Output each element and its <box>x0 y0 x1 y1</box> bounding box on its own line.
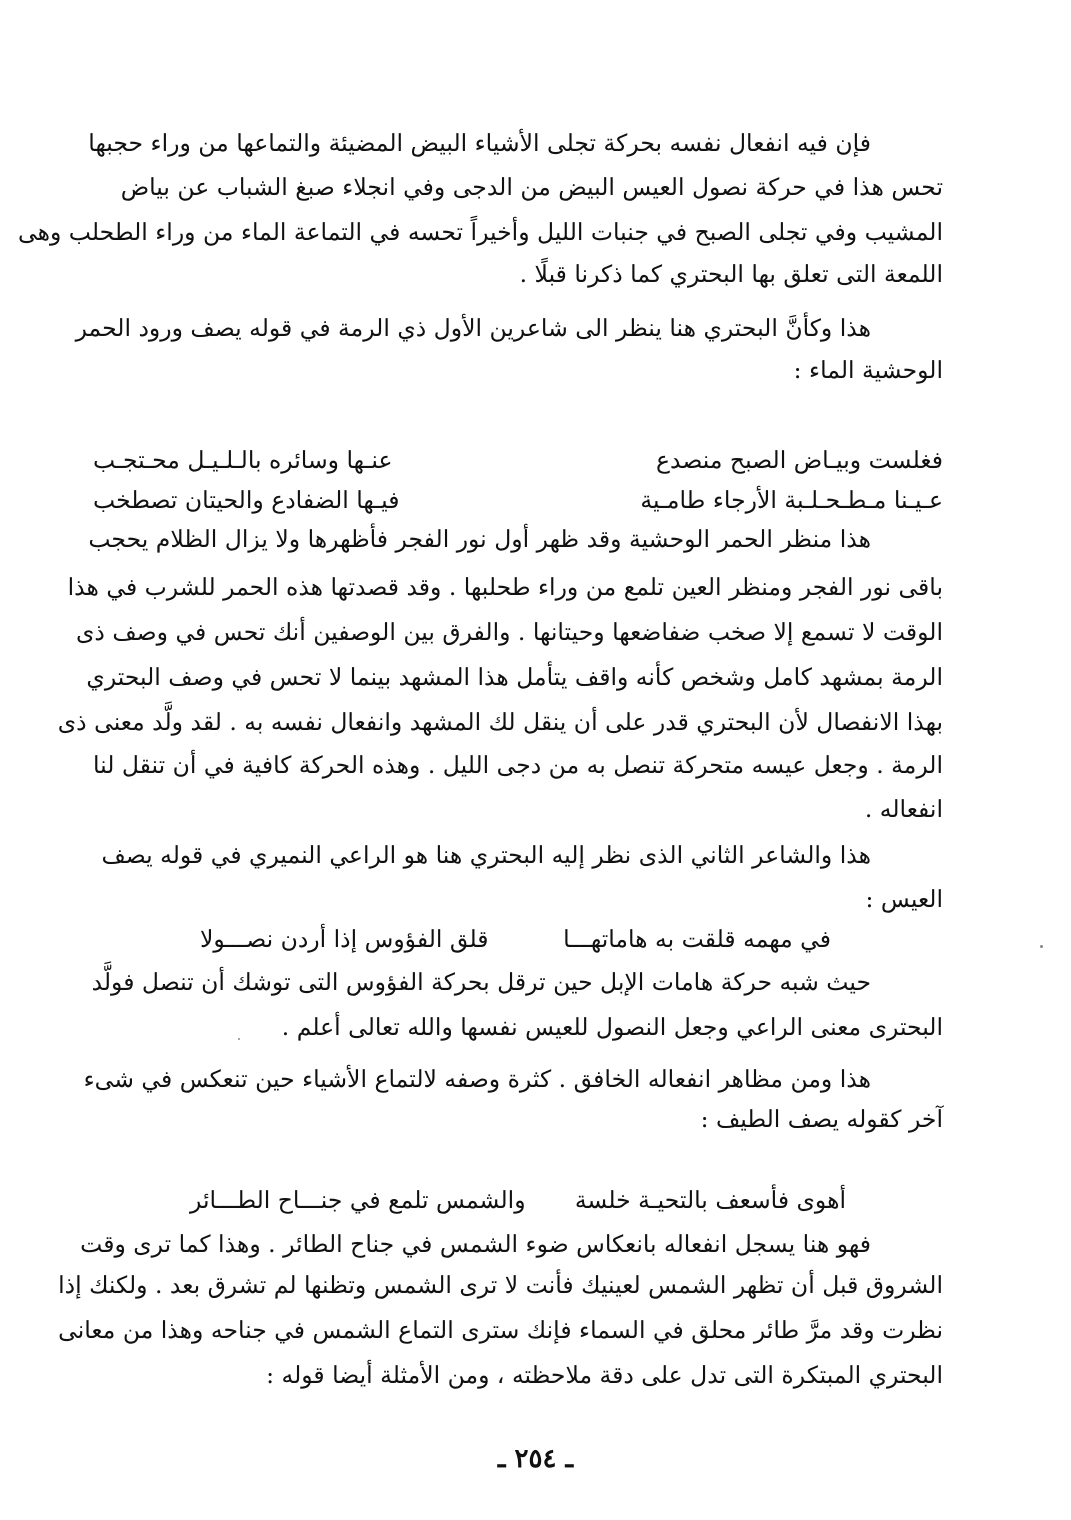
text-line: باقى نور الفجر ومنظر العين تلمع من وراء طحلبها . وقد قصدتها هذه الحمر للشرب في هذا <box>67 573 943 601</box>
text-line: الرمة . وجعل عيسه متحركة تنصل به من دجى الليل . وهذه الحركة كافية في أن تنقل لنا <box>92 751 943 779</box>
text-line: فإن فيه انفعال نفسه بحركة تجلى الأشياء البيض المضيئة والتماعها من وراء حجبها <box>88 129 871 157</box>
verse-hemistich: والشمس تلمع في جنـــاح الطـــائر <box>190 1186 526 1214</box>
verse-hemistich: أهوى فأسعف بالتحيـة خلسة <box>574 1186 846 1214</box>
text-line: العيس : <box>865 885 943 913</box>
text-line: اللمعة التى تعلق بها البحتري كما ذكرنا قبلًا . <box>519 260 943 288</box>
verse-hemistich: في مهمه قلقت به هاماتهـــا <box>563 925 831 953</box>
verse-hemistich: قلق الفؤوس إذا أردن نصـــولا <box>200 925 489 953</box>
text-line: الشروق قبل أن تظهر الشمس لعينيك فأنت لا ترى الشمس وتظنها لم تشرق بعد . ولكنك إذا <box>58 1271 943 1299</box>
text-line: تحس هذا في حركة نصول العيس البيض من الدجى وفي انجلاء صبغ الشباب عن بياض <box>120 173 943 201</box>
text-line: هذا والشاعر الثاني الذى نظر إليه البحتري هنا هو الراعي النميري في قوله يصف <box>101 841 871 869</box>
text-line: هذا وكأنَّ البحتري هنا ينظر الى شاعرين الأول ذي الرمة في قوله يصف ورود الحمر <box>75 314 871 342</box>
scan-speck <box>1040 945 1043 948</box>
verse-hemistich: عنـها وسائره بالـلـيـل محـتجـب <box>93 446 393 474</box>
text-line: آخر كقوله يصف الطيف : <box>700 1105 943 1133</box>
verse-hemistich: فيـها الضفادع والحيتان تصطخب <box>93 486 400 514</box>
text-line: فهو هنا يسجل انفعاله بانعكاس ضوء الشمس في جناح الطائر . وهذا كما ترى وقت <box>80 1230 871 1258</box>
text-line: الرمة بمشهد كامل وشخص كأنه واقف يتأمل هذا المشهد بينما لا تحس في وصف البحتري <box>86 663 943 691</box>
text-line: انفعاله . <box>864 795 943 823</box>
text-line: المشيب وفي تجلى الصبح في جنبات الليل وأخيراً تحسه في التماعة الماء من وراء الطحلب وهى <box>18 218 943 246</box>
text-line: هذا منظر الحمر الوحشية وقد ظهر أول نور الفجر فأظهرها ولا يزال الظلام يحجب <box>88 525 871 553</box>
text-line: نظرت وقد مرَّ طائر محلق في السماء فإنك سترى التماع الشمس في جناحه وهذا من معانى <box>58 1316 943 1344</box>
text-line: البحتري المبتكرة التى تدل على دقة ملاحظته ، ومن الأمثلة أيضا قوله : <box>266 1361 943 1389</box>
text-line: هذا ومن مظاهر انفعاله الخافق . كثرة وصفه لالتماع الأشياء حين تنعكس في شىء <box>83 1065 871 1093</box>
text-line: البحترى معنى الراعي وجعل النصول للعيس نفسها والله تعالى أعلم . <box>281 1013 943 1041</box>
scan-speck <box>238 1038 240 1040</box>
verse-hemistich: فغلست وبيـاض الصبح منصدع <box>656 446 943 474</box>
page-number: ـ ٢٥٤ ـ <box>497 1444 574 1474</box>
text-line: الوقت لا تسمع إلا صخب ضفاضعها وحيتانها . والفرق بين الوصفين أنك تحس في وصف ذى <box>76 618 943 646</box>
text-line: حيث شبه حركة هامات الإبل حين ترقل بحركة الفؤوس التى توشك أن تنصل فولَّد <box>91 968 871 996</box>
text-line: الوحشية الماء : <box>793 356 943 384</box>
text-line: بهذا الانفصال لأن البحتري قدر على أن ينقل لك المشهد وانفعال نفسه به . لقد ولَّد معنى ذى <box>57 708 943 736</box>
verse-hemistich: عـيـنا مـطـحـلـبة الأرجاء طامـية <box>640 486 943 514</box>
